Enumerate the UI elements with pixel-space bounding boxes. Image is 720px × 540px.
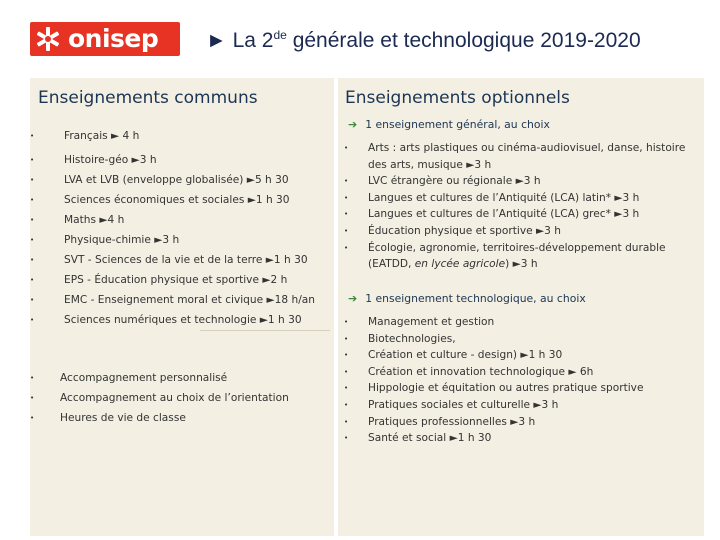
bullet-icon: • bbox=[344, 384, 349, 393]
bullet-icon: • bbox=[344, 434, 349, 443]
header bbox=[0, 0, 720, 76]
list-item: • Heures de vie de classe bbox=[30, 410, 330, 427]
common-list-c bbox=[30, 370, 330, 427]
bullet-icon: • bbox=[344, 226, 349, 235]
bullet-icon: • bbox=[30, 156, 35, 164]
bullet-icon: • bbox=[344, 193, 349, 202]
bullet-icon: • bbox=[30, 195, 35, 204]
bullet-icon: • bbox=[30, 255, 35, 264]
onisep-logo[interactable] bbox=[30, 22, 180, 56]
bullet-icon: • bbox=[344, 367, 349, 376]
list-item: • Maths ►4 h bbox=[30, 212, 330, 229]
list-item: • Accompagnement personnalisé bbox=[30, 370, 330, 387]
list-item: • Histoire-géo ►3 h bbox=[30, 152, 330, 169]
bullet-icon: • bbox=[344, 318, 349, 326]
bullet-icon: • bbox=[30, 175, 35, 184]
optional-courses-heading: Enseignements optionnels bbox=[345, 88, 570, 108]
page-title bbox=[206, 28, 641, 53]
list-item: • Arts : arts plastiques ou cinéma-audiovisuel, danse, histoire des arts, musique ►3 h bbox=[344, 142, 686, 171]
list-item: • Langues et cultures de l’Antiquité (LCA) grec* ►3 h bbox=[338, 206, 698, 223]
list-item: • Création et innovation technologique ► 6h bbox=[338, 364, 698, 381]
bullet-icon: • bbox=[344, 243, 349, 252]
bullet-icon: • bbox=[30, 374, 35, 382]
logo-text: onisep bbox=[68, 24, 159, 53]
list-item: • Sciences numériques et technologie ►1 h 30 bbox=[30, 312, 330, 329]
list-item: • Accompagnement au choix de l’orientation bbox=[30, 390, 330, 407]
list-item: • Hippologie et équitation ou autres pratique sportive bbox=[338, 380, 698, 397]
list-item: • Création et culture - design) ►1 h 30 bbox=[338, 347, 698, 364]
list-item: • Pratiques professionnelles ►3 h bbox=[338, 414, 698, 431]
general-options-list bbox=[338, 140, 698, 273]
list-item: • LVC étrangère ou régionale ►3 h bbox=[338, 173, 698, 190]
technological-options-list bbox=[338, 314, 698, 447]
bullet-icon: • bbox=[30, 275, 35, 284]
common-courses-heading: Enseignements communs bbox=[38, 88, 258, 108]
title-suffix: générale et technologique 2019-2020 bbox=[286, 29, 641, 52]
divider bbox=[200, 330, 330, 331]
bullet-icon: • bbox=[344, 177, 349, 186]
asterisk-logo-icon bbox=[34, 25, 62, 53]
list-item: • SVT - Sciences de la vie et de la terre ►1 h 30 bbox=[30, 252, 330, 269]
bullet-icon: • bbox=[30, 393, 35, 402]
list-item: • Santé et social ►1 h 30 bbox=[338, 430, 698, 447]
list-item: • Biotechnologies, bbox=[338, 331, 698, 348]
list-item: • Écologie, agronomie, territoires-développement durable (EATDD, en lycée agricole) ►3 h bbox=[344, 241, 666, 271]
general-choice-subheading: ➔ 1 enseignement général, au choix bbox=[348, 118, 550, 131]
bullet-icon: • bbox=[344, 400, 349, 409]
common-list-a bbox=[30, 128, 330, 145]
list-item: • Éducation physique et sportive ►3 h bbox=[338, 223, 698, 240]
list-item: • Pratiques sociales et culturelle ►3 h bbox=[338, 397, 698, 414]
arrow-icon: ➔ bbox=[348, 118, 358, 131]
list-item: • Langues et cultures de l’Antiquité (LCA) latin* ►3 h bbox=[338, 190, 698, 207]
list-item: • EPS - Éducation physique et sportive ►2 h bbox=[30, 272, 330, 289]
title-sup: de bbox=[273, 28, 287, 42]
bullet-icon: • bbox=[30, 295, 35, 304]
bullet-icon: • bbox=[344, 351, 349, 360]
bullet-icon: • bbox=[30, 235, 35, 244]
bullet-icon: • bbox=[344, 417, 349, 426]
technological-choice-subheading: ➔ 1 enseignement technologique, au choix bbox=[348, 292, 586, 305]
common-list-b bbox=[30, 152, 330, 329]
arrow-icon: ➔ bbox=[348, 292, 358, 305]
bullet-icon: • bbox=[344, 210, 349, 219]
bullet-icon: • bbox=[30, 316, 35, 325]
bullet-icon: • bbox=[344, 334, 349, 343]
list-item: • EMC - Enseignement moral et civique ►18 h/an bbox=[30, 292, 330, 309]
bullet-icon: • bbox=[344, 144, 349, 152]
list-item: • Sciences économiques et sociales ►1 h 30 bbox=[30, 192, 330, 209]
list-item: • Physique-chimie ►3 h bbox=[30, 232, 330, 249]
bullet-icon: • bbox=[30, 413, 35, 422]
list-item: • LVA et LVB (enveloppe globalisée) ►5 h 30 bbox=[30, 172, 330, 189]
list-item: • Management et gestion bbox=[338, 314, 698, 331]
list-item: • Français ► 4 h bbox=[30, 128, 330, 145]
bullet-icon: • bbox=[30, 215, 35, 224]
title-prefix: ► La 2 bbox=[206, 29, 274, 52]
bullet-icon: • bbox=[30, 132, 35, 140]
